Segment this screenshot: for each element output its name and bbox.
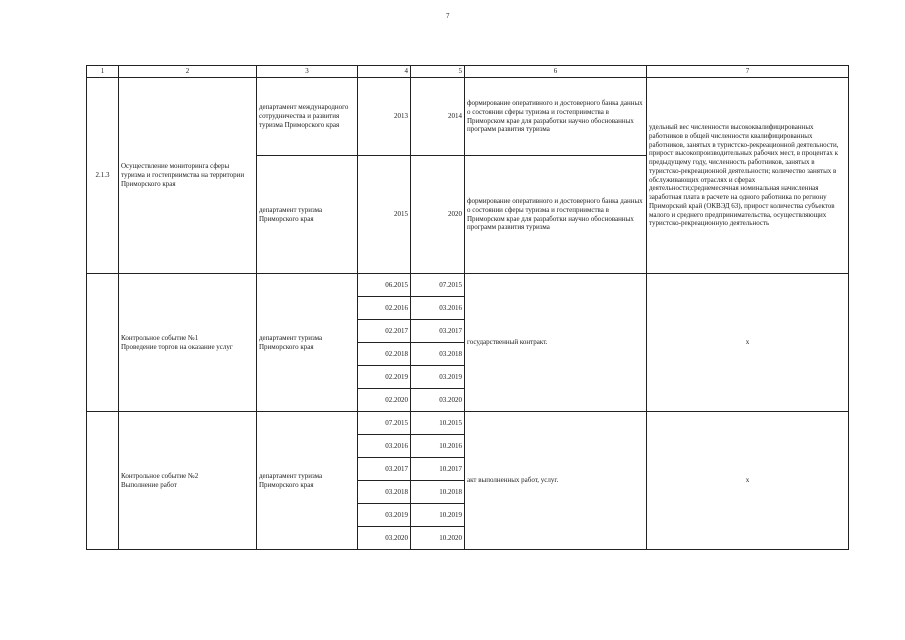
- executor: департамент туризма Приморского края: [257, 412, 358, 550]
- expected-result: государственный контракт.: [465, 274, 647, 412]
- page-number: 7: [446, 12, 450, 20]
- header-cell: 6: [465, 66, 647, 78]
- indicator: х: [647, 412, 849, 550]
- executor: департамент туризма Приморского края: [257, 156, 358, 274]
- start-year: 2013: [358, 78, 411, 156]
- end-date: 07.2015: [411, 274, 465, 297]
- end-date: 10.2015: [411, 412, 465, 435]
- measure-name: Осуществление мониторинга сферы туризма и гостеприимства на территории Приморского края: [119, 78, 257, 274]
- start-date: 02.2017: [358, 320, 411, 343]
- start-date: 02.2016: [358, 297, 411, 320]
- header-cell: 5: [411, 66, 465, 78]
- start-date: 06.2015: [358, 274, 411, 297]
- header-cell: 7: [647, 66, 849, 78]
- header-cell: 2: [119, 66, 257, 78]
- header-cell: 4: [358, 66, 411, 78]
- header-row: [87, 66, 849, 78]
- start-date: 03.2019: [358, 504, 411, 527]
- indicator: удельный вес численности высококвалифицированных работников в общей численности квалифицированных работников, занятых в туристско-рекреационной деятельности, прирост высокопроизводительных рабочих мест, в процентах к предыдущему году, численность работников, занятых в туристско-рекреационной деятельности; количество занятых в обслуживающих отраслях и сферах деятельности;среднемесячная номинальная начисленная заработная плата в расчете на одного работника по региону Приморский край (ОКВЭД 63), прирост количества субъектов малого и среднего предпринимательства, осуществляющих туристско-рекреационную деятельность: [647, 78, 849, 274]
- start-date: 07.2015: [358, 412, 411, 435]
- start-date: 03.2020: [358, 527, 411, 550]
- end-year: 2014: [411, 78, 465, 156]
- expected-result: формирование оперативного и достоверного банка данных о состоянии сферы туризма и гостеприимства в Приморском крае для разработки научно обоснованных программ развития туризма: [465, 156, 647, 274]
- header-cell: 1: [87, 66, 119, 78]
- measures-table: [86, 65, 849, 550]
- end-date: 10.2016: [411, 435, 465, 458]
- start-date: 03.2018: [358, 481, 411, 504]
- table-row: [87, 78, 849, 156]
- end-date: 03.2019: [411, 366, 465, 389]
- end-date: 10.2017: [411, 458, 465, 481]
- start-date: 02.2019: [358, 366, 411, 389]
- expected-result: формирование оперативного и достоверного банка данных о состоянии сферы туризма и гостеприимства в Приморском крае для разработки научно обоснованных программ развития туризма: [465, 78, 647, 156]
- end-date: 03.2020: [411, 389, 465, 412]
- start-date: 03.2017: [358, 458, 411, 481]
- event-name: Контрольное событие №2 Выполнение работ: [119, 412, 257, 550]
- end-date: 03.2017: [411, 320, 465, 343]
- start-date: 03.2016: [358, 435, 411, 458]
- row-number-empty: [87, 412, 119, 550]
- row-number: 2.1.3: [87, 78, 119, 274]
- table-row: [87, 274, 849, 297]
- end-date: 03.2016: [411, 297, 465, 320]
- start-date: 02.2018: [358, 343, 411, 366]
- event-name: Контрольное событие №1 Проведение торгов на оказание услуг: [119, 274, 257, 412]
- end-date: 10.2019: [411, 504, 465, 527]
- end-year: 2020: [411, 156, 465, 274]
- row-number-empty: [87, 274, 119, 412]
- start-date: 02.2020: [358, 389, 411, 412]
- expected-result: акт выполненных работ, услуг.: [465, 412, 647, 550]
- start-year: 2015: [358, 156, 411, 274]
- executor: департамент международного сотрудничества и развития туризма Приморского края: [257, 78, 358, 156]
- header-cell: 3: [257, 66, 358, 78]
- end-date: 10.2018: [411, 481, 465, 504]
- indicator: х: [647, 274, 849, 412]
- table-row: [87, 412, 849, 435]
- end-date: 10.2020: [411, 527, 465, 550]
- executor: департамент туризма Приморского края: [257, 274, 358, 412]
- end-date: 03.2018: [411, 343, 465, 366]
